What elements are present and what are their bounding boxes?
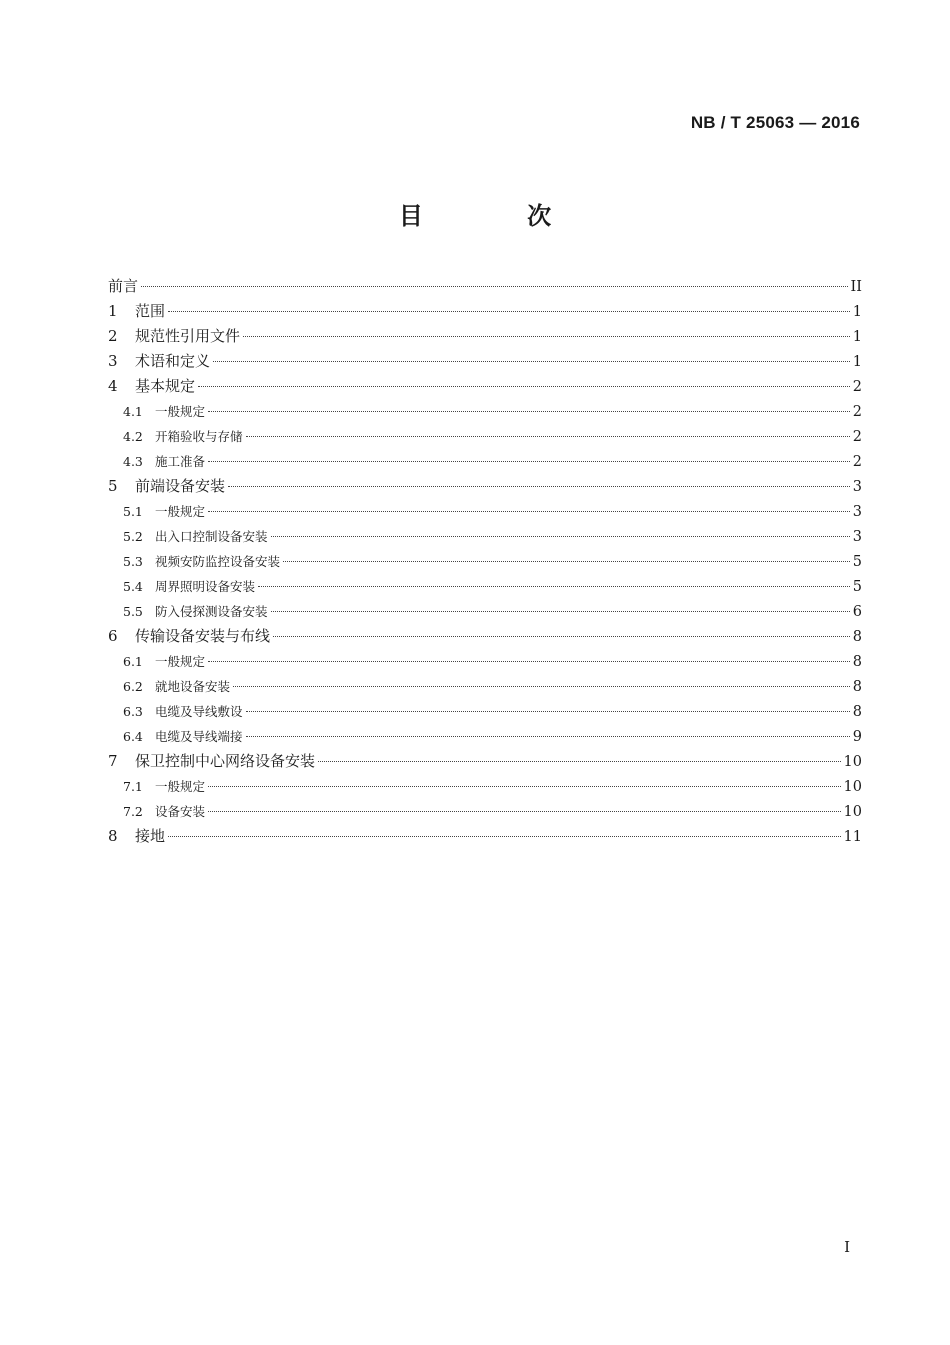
toc-entry-page: 3 xyxy=(852,479,862,495)
toc-entry[interactable] xyxy=(108,599,862,624)
toc-entry-label: 基本规定 xyxy=(135,377,196,395)
toc-dot-leader xyxy=(283,561,850,562)
toc-entry-number: 4.3 xyxy=(123,454,143,469)
toc-dot-leader xyxy=(318,761,841,762)
toc-entry-number: 5.5 xyxy=(123,604,143,619)
toc-entry-label: 传输设备安装与布线 xyxy=(135,627,271,645)
toc-entry-page: 10 xyxy=(843,779,862,795)
toc-entry[interactable] xyxy=(108,424,862,449)
table-of-contents xyxy=(108,274,862,849)
toc-entry-label: 设备安装 xyxy=(155,804,206,819)
toc-entry[interactable] xyxy=(108,374,862,399)
toc-entry-page: II xyxy=(850,279,862,295)
toc-entry-number: 7.2 xyxy=(123,804,143,819)
page-title: 目 次 xyxy=(398,202,600,230)
toc-dot-leader xyxy=(198,386,850,387)
toc-entry-number: 1 xyxy=(108,302,118,320)
toc-dot-leader xyxy=(271,536,850,537)
toc-entry-number: 6.1 xyxy=(123,654,143,669)
toc-entry-number: 8 xyxy=(108,827,118,845)
toc-entry-number: 5 xyxy=(108,477,118,495)
toc-dot-leader xyxy=(213,361,850,362)
toc-entry-number: 4 xyxy=(108,377,118,395)
toc-dot-leader xyxy=(246,736,850,737)
toc-dot-leader xyxy=(141,286,848,287)
toc-dot-leader xyxy=(243,336,850,337)
toc-dot-leader xyxy=(246,711,850,712)
toc-entry[interactable] xyxy=(108,824,862,849)
toc-dot-leader xyxy=(168,311,850,312)
toc-entry-label: 前端设备安装 xyxy=(135,477,226,495)
toc-dot-leader xyxy=(208,511,850,512)
toc-dot-leader xyxy=(168,836,841,837)
toc-entry-label: 一般规定 xyxy=(155,779,206,794)
toc-entry-number: 4.2 xyxy=(123,429,143,444)
toc-entry-page: 1 xyxy=(852,329,862,345)
toc-entry-number: 5.2 xyxy=(123,529,143,544)
toc-entry-page: 2 xyxy=(852,379,862,395)
toc-entry-number: 4.1 xyxy=(123,404,143,419)
toc-entry-page: 5 xyxy=(852,579,862,595)
toc-dot-leader xyxy=(208,411,850,412)
toc-entry-label: 电缆及导线端接 xyxy=(155,729,243,744)
toc-entry[interactable] xyxy=(108,574,862,599)
toc-entry-page: 2 xyxy=(852,404,862,420)
toc-entry-label: 视频安防监控设备安装 xyxy=(155,554,281,569)
toc-dot-leader xyxy=(273,636,850,637)
toc-entry-label: 开箱验收与存储 xyxy=(155,429,243,444)
toc-entry[interactable] xyxy=(108,399,862,424)
toc-entry-page: 10 xyxy=(843,754,862,770)
toc-entry-page: 1 xyxy=(852,304,862,320)
toc-entry[interactable] xyxy=(108,624,862,649)
toc-entry-label: 施工准备 xyxy=(155,454,206,469)
toc-dot-leader xyxy=(228,486,850,487)
toc-entry-label: 接地 xyxy=(135,827,166,845)
toc-entry-label: 一般规定 xyxy=(155,404,206,419)
toc-entry-label: 电缆及导线敷设 xyxy=(155,704,243,719)
toc-entry-number: 6 xyxy=(108,627,118,645)
toc-entry[interactable] xyxy=(108,749,862,774)
toc-dot-leader xyxy=(246,436,850,437)
toc-entry-label: 一般规定 xyxy=(155,504,206,519)
toc-entry-page: 3 xyxy=(852,529,862,545)
toc-entry-label: 防入侵探测设备安装 xyxy=(155,604,268,619)
toc-entry-label: 保卫控制中心网络设备安装 xyxy=(135,752,316,770)
toc-entry-page: 2 xyxy=(852,454,862,470)
toc-entry[interactable] xyxy=(108,299,862,324)
page-number: I xyxy=(844,1238,850,1256)
toc-entry[interactable] xyxy=(108,699,862,724)
toc-entry-page: 1 xyxy=(852,354,862,370)
toc-entry-number: 5.3 xyxy=(123,554,143,569)
toc-entry[interactable] xyxy=(108,324,862,349)
toc-entry-number: 5.4 xyxy=(123,579,143,594)
toc-entry[interactable] xyxy=(108,274,862,299)
toc-entry-number: 3 xyxy=(108,352,118,370)
toc-entry[interactable] xyxy=(108,524,862,549)
toc-entry-number: 6.2 xyxy=(123,679,143,694)
toc-entry-label: 就地设备安装 xyxy=(155,679,231,694)
toc-entry[interactable] xyxy=(108,774,862,799)
toc-entry[interactable] xyxy=(108,499,862,524)
toc-dot-leader xyxy=(271,611,850,612)
toc-entry-page: 11 xyxy=(843,829,862,845)
toc-entry-page: 8 xyxy=(852,679,862,695)
toc-entry-label: 范围 xyxy=(135,302,166,320)
toc-entry-number: 2 xyxy=(108,327,118,345)
toc-entry-number: 7.1 xyxy=(123,779,143,794)
toc-entry-page: 5 xyxy=(852,554,862,570)
toc-entry-page: 8 xyxy=(852,629,862,645)
toc-entry-label: 出入口控制设备安装 xyxy=(155,529,268,544)
toc-entry-number: 6.4 xyxy=(123,729,143,744)
toc-dot-leader xyxy=(258,586,850,587)
toc-entry[interactable] xyxy=(108,674,862,699)
toc-entry-label: 术语和定义 xyxy=(135,352,211,370)
toc-entry-page: 3 xyxy=(852,504,862,520)
toc-entry-label: 一般规定 xyxy=(155,654,206,669)
standard-code: NB / T 25063 — 2016 xyxy=(690,113,860,132)
toc-entry-number: 7 xyxy=(108,752,118,770)
toc-dot-leader xyxy=(233,686,850,687)
toc-entry[interactable] xyxy=(108,349,862,374)
toc-entry-label: 前言 xyxy=(108,277,139,295)
toc-entry-page: 8 xyxy=(852,704,862,720)
toc-entry[interactable] xyxy=(108,724,862,749)
toc-entry-page: 6 xyxy=(852,604,862,620)
toc-entry-page: 2 xyxy=(852,429,862,445)
toc-entry[interactable] xyxy=(108,474,862,499)
toc-dot-leader xyxy=(208,786,841,787)
toc-dot-leader xyxy=(208,461,850,462)
toc-entry[interactable] xyxy=(108,799,862,824)
toc-entry-label: 规范性引用文件 xyxy=(135,327,241,345)
toc-entry[interactable] xyxy=(108,649,862,674)
toc-entry-page: 10 xyxy=(843,804,862,820)
toc-entry-page: 9 xyxy=(852,729,862,745)
toc-dot-leader xyxy=(208,661,850,662)
toc-entry[interactable] xyxy=(108,449,862,474)
toc-entry-number: 5.1 xyxy=(123,504,143,519)
toc-entry-number: 6.3 xyxy=(123,704,143,719)
toc-entry-page: 8 xyxy=(852,654,862,670)
toc-entry-label: 周界照明设备安装 xyxy=(155,579,256,594)
toc-dot-leader xyxy=(208,811,841,812)
toc-entry[interactable] xyxy=(108,549,862,574)
